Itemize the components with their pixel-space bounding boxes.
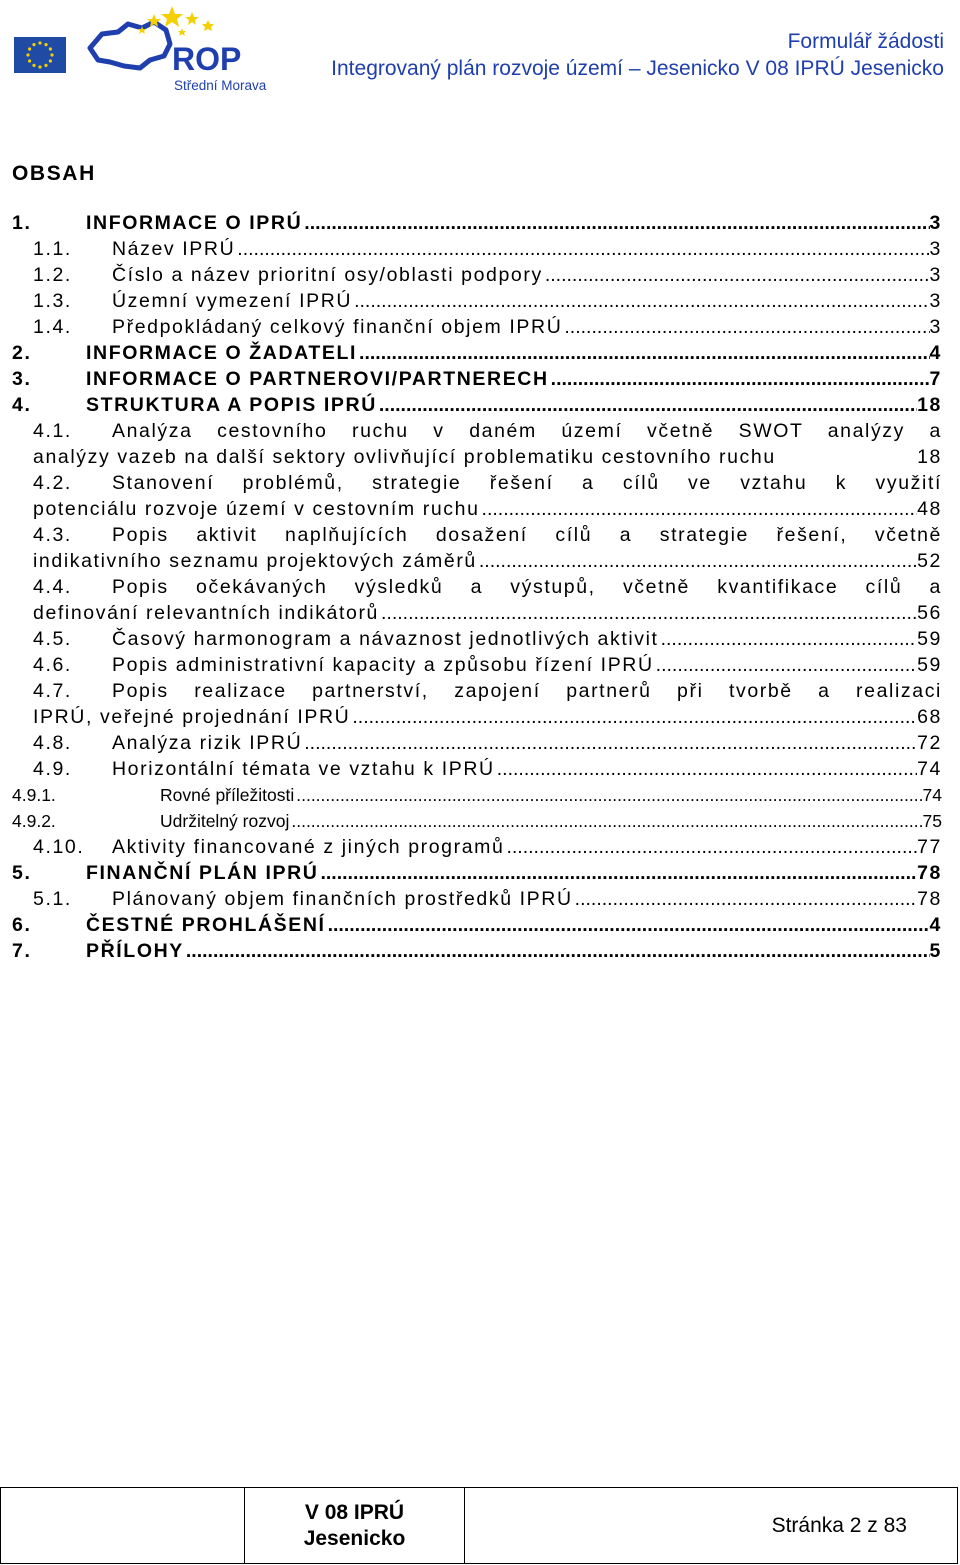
toc-entry[interactable]	[0, 314, 960, 340]
footer-doc-code-line1: V 08 IPRÚ	[304, 1500, 405, 1524]
toc-entry-page: 18	[917, 394, 942, 416]
toc-entry[interactable]	[0, 652, 960, 678]
toc-entry-title: INFORMACE O IPRÚ	[86, 212, 303, 234]
toc-entry-page: 52	[917, 550, 942, 572]
toc-entry-number: 1.3.	[33, 290, 72, 312]
toc-entry-page: 5	[929, 940, 942, 962]
rop-logo-subtext: Střední Morava	[174, 78, 267, 93]
dot-leader	[381, 600, 917, 626]
toc-entry-number: 5.	[12, 862, 32, 884]
toc-entry[interactable]	[0, 808, 960, 834]
stars-icon	[138, 6, 214, 36]
toc-entry[interactable]	[0, 626, 960, 652]
footer-doc-code	[245, 1488, 465, 1563]
toc-entry-page: 68	[917, 706, 942, 728]
toc-heading: OBSAH	[12, 162, 96, 185]
toc-entry[interactable]	[0, 730, 960, 756]
toc-entry-title: Územní vymezení IPRÚ	[112, 290, 353, 312]
dot-leader	[237, 236, 929, 262]
toc-entry-number: 6.	[12, 914, 32, 936]
rop-logo-text: ROP	[172, 41, 242, 77]
toc-entry[interactable]	[0, 574, 960, 626]
toc-entry[interactable]	[0, 782, 960, 808]
toc-entry-number: 4.2.	[33, 472, 72, 494]
toc-entry-number: 3.	[12, 368, 32, 390]
toc-entry-page: 74	[922, 785, 942, 805]
toc-entry-number: 4.9.1.	[12, 785, 56, 805]
toc-entry[interactable]	[0, 860, 960, 886]
toc-entry-title: Předpokládaný celkový finanční objem IPRÚ	[112, 316, 563, 338]
toc-entry-number: 7.	[12, 940, 32, 962]
toc-entry-page: 3	[929, 290, 942, 312]
toc-entry-page: 18	[917, 446, 942, 468]
toc-entry[interactable]	[0, 340, 960, 366]
toc-entry-number: 4.4.	[33, 576, 72, 598]
toc-entry[interactable]	[0, 262, 960, 288]
toc-entry-title-line2: indikativního seznamu projektových záměrů	[33, 550, 477, 572]
toc-entry[interactable]	[0, 470, 960, 522]
toc-entry-page: 78	[917, 862, 942, 884]
toc-entry-page: 78	[917, 888, 942, 910]
toc-entry-page: 3	[929, 264, 942, 286]
toc-entry-title-line1: Popis realizace partnerství, zapojení partnerů při tvorbě a realizaci	[112, 680, 942, 702]
toc-entry-title-line2: IPRÚ, veřejné projednání IPRÚ	[33, 706, 351, 728]
dot-leader	[564, 314, 929, 340]
toc-entry-page: 72	[917, 732, 942, 754]
toc-entry-page: 4	[929, 914, 942, 936]
toc-entry-title: INFORMACE O ŽADATELI	[86, 342, 358, 364]
toc-entry-page: 74	[917, 758, 942, 780]
toc-entry[interactable]	[0, 418, 960, 470]
toc-entry[interactable]	[0, 366, 960, 392]
toc-entry[interactable]	[0, 288, 960, 314]
toc-entry-title: Název IPRÚ	[112, 238, 236, 260]
toc-entry-page: 48	[917, 498, 942, 520]
dot-leader	[354, 288, 929, 314]
toc-entry[interactable]	[0, 912, 960, 938]
toc-entry-title: Číslo a název prioritní osy/oblasti podpory	[112, 264, 543, 286]
footer-empty-cell	[1, 1488, 245, 1563]
toc-entry-page: 7	[929, 368, 942, 390]
toc-entry-title-line1: Popis aktivit naplňujících dosažení cílů a strategie řešení, včetně	[112, 524, 942, 546]
dot-leader	[328, 912, 930, 938]
toc-entry-page: 3	[929, 212, 942, 234]
dot-leader	[656, 652, 917, 678]
toc-entry[interactable]	[0, 886, 960, 912]
toc-entry-number: 1.2.	[33, 264, 72, 286]
toc-entry-number: 4.5.	[33, 628, 72, 650]
form-title: Formulář žádosti	[787, 30, 944, 53]
dot-leader	[304, 210, 929, 236]
dot-leader	[506, 834, 917, 860]
toc-entry-number: 1.4.	[33, 316, 72, 338]
toc-entry-title: Rovné příležitosti	[160, 785, 295, 805]
toc-entry-number: 4.6.	[33, 654, 72, 676]
dot-leader	[291, 808, 922, 834]
toc-entry-title-line2: analýzy vazeb na další sektory ovlivňující problematiku cestovního ruchu	[33, 446, 776, 468]
toc-entry[interactable]	[0, 678, 960, 730]
toc-entry[interactable]	[0, 210, 960, 236]
toc-entry-title: Udržitelný rozvoj	[160, 811, 290, 831]
toc-entry-title: PŘÍLOHY	[86, 940, 184, 962]
project-subtitle: Integrovaný plán rozvoje území – Jesenicko V 08 IPRÚ Jesenicko	[331, 57, 944, 80]
dot-leader	[359, 340, 930, 366]
dot-leader	[320, 860, 917, 886]
dot-leader	[575, 886, 917, 912]
toc-entry-page: 3	[929, 238, 942, 260]
toc-entry-title-line1: Popis očekávaných výsledků a výstupů, včetně kvantifikace cílů a	[112, 576, 942, 598]
czech-map-outline-icon	[90, 22, 170, 68]
toc-entry-number: 4.8.	[33, 732, 72, 754]
toc-entry-number: 4.	[12, 394, 32, 416]
toc-entry-number: 5.1.	[33, 888, 72, 910]
dot-leader	[551, 366, 930, 392]
toc-entry-number: 4.10.	[33, 836, 85, 858]
toc-entry-page: 3	[929, 316, 942, 338]
toc-entry-title-line1: Analýza cestovního ruchu v daném území včetně SWOT analýzy a	[112, 420, 942, 442]
toc-entry-title: Plánovaný objem finančních prostředků IPRÚ	[112, 888, 573, 910]
toc-entry-page: 4	[929, 342, 942, 364]
toc-entry-number: 1.1.	[33, 238, 72, 260]
dot-leader	[379, 392, 917, 418]
toc-entry-title: INFORMACE O PARTNEROVI/PARTNERECH	[86, 368, 549, 390]
toc-entry[interactable]	[0, 236, 960, 262]
toc-entry[interactable]	[0, 756, 960, 782]
toc-entry-number: 2.	[12, 342, 32, 364]
toc-entry-number: 4.9.2.	[12, 811, 56, 831]
dot-leader	[352, 704, 917, 730]
toc-entry-title: Aktivity financované z jiných programů	[112, 836, 505, 858]
dot-leader	[296, 782, 922, 808]
toc-entry-title: STRUKTURA A POPIS IPRÚ	[86, 394, 377, 416]
toc-entry[interactable]	[0, 834, 960, 860]
footer-doc-code-line2: Jesenicko	[303, 1526, 406, 1550]
toc-entry[interactable]	[0, 392, 960, 418]
table-of-contents	[0, 210, 960, 964]
rop-logo	[84, 4, 274, 96]
toc-entry-title: Horizontální témata ve vztahu k IPRÚ	[112, 758, 495, 780]
toc-entry-title: Popis administrativní kapacity a způsobu řízení IPRÚ	[112, 654, 654, 676]
toc-entry-page: 59	[917, 654, 942, 676]
toc-entry-title-line2: potenciálu rozvoje území v cestovním ruchu	[33, 498, 480, 520]
toc-entry-title: Analýza rizik IPRÚ	[112, 732, 303, 754]
dot-leader	[482, 496, 918, 522]
toc-entry-title: Časový harmonogram a návaznost jednotlivých aktivit	[112, 628, 659, 650]
footer-page-info: Stránka 2 z 83	[771, 1513, 907, 1537]
toc-entry-page: 75	[922, 811, 942, 831]
dot-leader	[497, 756, 917, 782]
toc-entry-page: 59	[917, 628, 942, 650]
page-footer	[0, 1487, 958, 1564]
toc-entry-number: 4.7.	[33, 680, 72, 702]
dot-leader	[479, 548, 917, 574]
toc-entry-number: 1.	[12, 212, 32, 234]
dot-leader	[304, 730, 917, 756]
toc-entry-title-line2: definování relevantních indikátorů	[33, 602, 380, 624]
toc-entry[interactable]	[0, 522, 960, 574]
eu-flag-icon	[14, 37, 66, 73]
dot-leader	[545, 262, 930, 288]
toc-entry-title: ČESTNÉ PROHLÁŠENÍ	[86, 914, 326, 936]
toc-entry-title-line1: Stanovení problémů, strategie řešení a cílů ve vztahu k využití	[112, 472, 942, 494]
page-header	[0, 0, 960, 100]
dot-leader	[186, 938, 930, 964]
toc-entry-number: 4.1.	[33, 420, 72, 442]
toc-entry-number: 4.3.	[33, 524, 72, 546]
toc-entry-number: 4.9.	[33, 758, 72, 780]
toc-entry-page: 56	[917, 602, 942, 624]
toc-entry[interactable]	[0, 938, 960, 964]
dot-leader	[661, 626, 918, 652]
toc-entry-title: FINANČNÍ PLÁN IPRÚ	[86, 862, 319, 884]
toc-entry-page: 77	[917, 836, 942, 858]
